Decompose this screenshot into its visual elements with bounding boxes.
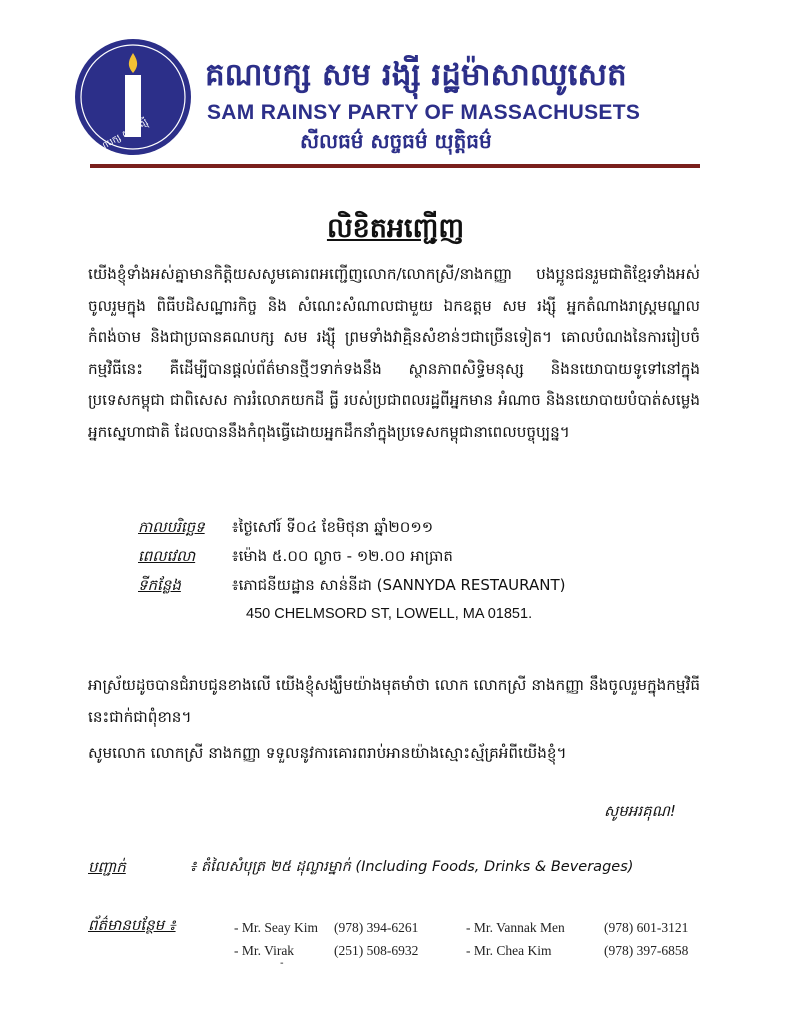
contact-name: - Mr. Chea Kim [466,943,552,958]
party-name-english: SAM RAINSY PARTY OF MASSACHUSETS [207,101,641,124]
contact-name: - Mr. Vannak Men [466,920,565,935]
place-value: ៖ភោជនីយដ្ឋាន សាន់នីដា (SANNYDA RESTAURANT) [232,576,566,594]
intro-paragraph: យើងខ្ញុំទាំងអស់គ្នាមានកិត្តិយសសូមគោរពអញ្ជើញលោក/លោកស្រី/នាងកញ្ញា បងប្អូនជនរួមជាតិខ្មែរទាំងអស់ចូលរួមក្នុង ពិធីបដិសណ្ឋារកិច្ច និង សំណេះសំណាលជាមួយ ឯកឧត្តម សម រង្ស៊ី អ្នកតំណាងរាស្ត្រមណ្ឌលកំពង់ចាម និងជាប្រធានគណបក្ស សម រង្ស៊ី ព្រមទាំងវាគ្មិនសំខាន់ៗជាច្រើនទៀត។ គោលបំណងនៃការរៀបចំកម្មវិធីនេះ គឺដើម្បីបានផ្តល់ព័ត៌មានថ្មីៗទាក់ទងនឹង ស្ថានភាពសិទ្ធិមនុស្ស និងនយោបាយទូទៅនៅក្នុងប្រទេសកម្ពុជា ជាពិសេស ការរំលោភយកដី ធ្លី របស់ប្រជាពលរដ្ឋពីអ្នកមាន អំណាច និងនយោបាយបំបាត់សម្លេងអ្នកស្នេហាជាតិ ដែលបាននឹងកំពុងធ្វើដោយអ្នកដឹកនាំក្នុងប្រទេសកម្ពុជានាពេលបច្ចុប្បន្ន។ [88,265,700,441]
document-title [0,212,791,251]
contact-phone: (978) 394-6261 [334,920,419,935]
title-text: លិខិតអញ្ជើញ [326,213,465,244]
address: 450 CHELMSORD ST, LOWELL, MA 01851. [246,606,533,622]
logo-text: គណបក្ស សម រង្ស៊ី [91,117,150,158]
date-value: ៖ថ្ងៃសៅរ៍ ទី០៤ ខែមិថុនា ឆ្នាំ២០១១ [232,518,434,536]
contact-phone: (978) 397-6858 [604,943,689,958]
fee-label: បញ្ជាក់ [88,858,126,876]
contact-name: - Mr. Virak [234,943,295,958]
trailing-dash: - [280,958,284,969]
date-label: កាលបរិច្ឆេទ [138,518,205,536]
contact-phone: (978) 601-3121 [604,920,689,935]
respect-line: សូមលោក លោកស្រី នាងកញ្ញា ទទួលនូវការគោរពរាប់អានយ៉ាងស្មោះស្ម័គ្រអំពីយើងខ្ញុំ។ [88,744,567,762]
fee-value: ៖ តំលៃសំបុត្រ ២៥ ដុល្លារម្នាក់ (Including Foods, Drinks & Beverages) [190,859,634,875]
time-value: ៖ម៉ោង ៥.០០ ល្ងាច - ១២.០០ អាធ្រាត [232,547,453,565]
header-divider [90,164,700,168]
place-label: ទីកន្លែង [138,576,181,594]
thanks-text: សូមអរគុណ! [604,802,676,820]
contact-name: - Mr. Seay Kim [234,920,318,935]
time-label: ពេលវេលា [138,547,196,565]
contact-phone: (251) 508-6932 [334,943,419,958]
contact-label: ព័ត៌មានបន្ថែម ៖ [88,916,176,934]
party-logo [70,33,196,164]
party-name-khmer: គណបក្ស សម រង្ស៊ី រដ្ឋម៉ាសាឈូសេត [205,57,627,93]
closing-paragraph: អាស្រ័យដូចបានជំរាបជូនខាងលើ យើងខ្ញុំសង្ឃឹមយ៉ាងមុតមាំថា លោក លោកស្រី នាងកញ្ញា នឹងចូលរួមក្នុងកម្មវិធីនេះជាក់ជាពុំខាន។ [88,676,700,726]
party-motto: សីលធម៌ សច្ចធម៌ យុត្តិធម៌ [300,129,492,153]
